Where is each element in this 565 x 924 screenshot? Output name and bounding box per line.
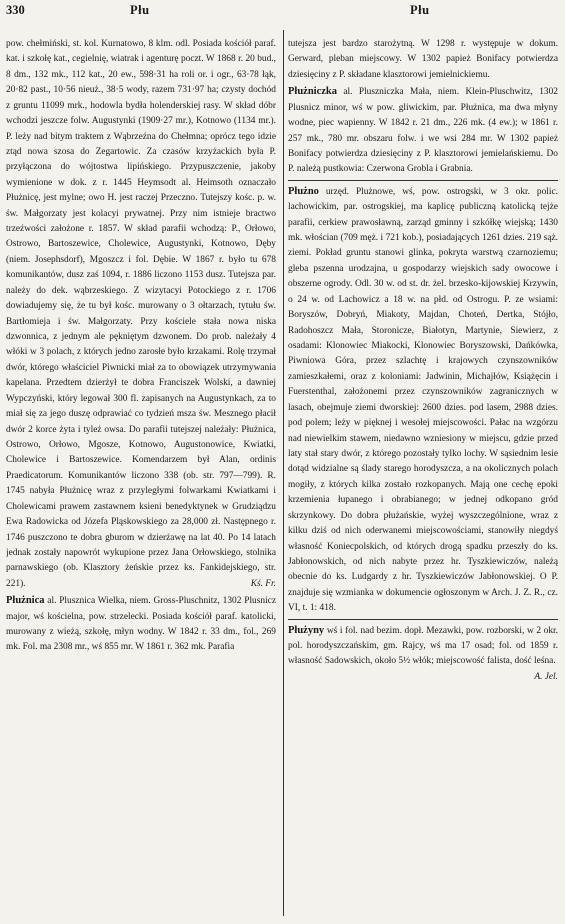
- right-column: [288, 37, 558, 912]
- entry-pluzyny: [288, 623, 558, 682]
- entry-text: wś i fol. nad bezim. dopł. Mezawki, pow. rozborski, w 2 okr. pol. horodyszczańskim, gm. Rajcy, wś ma 17 osad; fol. od 1859 r. własność Sadowskich, około 5½ włók; miejscowość falista, dość leśna.: [288, 625, 558, 667]
- running-head-right: Płu: [410, 3, 430, 17]
- entry-headword: Płużyny: [288, 624, 325, 636]
- entry-text: al. Plusznica Wielka, niem. Gross-Pluschnitz, 1302 Plusnicz major, wś kościelna, pow. strzelecki. Posiada kościół paraf. katolicki, murowany z wieżą, szkołę, młyn wodny. W 1842 r. 33 dm., fol., 269 mk. Fol. ma 2308 mr., wś 855 mr. W 1861 r. 362 mk. Parafia: [6, 596, 276, 653]
- entry-pluznica: [6, 593, 276, 656]
- entry-headword: Płużno: [288, 185, 319, 197]
- entry-author: Kś. Fr.: [250, 578, 276, 589]
- column-divider: [283, 30, 284, 916]
- entry-pluzno: [288, 184, 558, 620]
- entry-text: tutejsza jest bardzo starożytną. W 1298 r. występuje w dokum. Gerward, pleban miejscowy. W 1302 papież Bonifacy potwierdza dziesięciny z P. składane klasztorowi jemielnickiemu.: [288, 39, 558, 80]
- entry-pluzniczka: [288, 84, 558, 181]
- entry-headword: Płużniczka: [288, 86, 337, 98]
- page-header: [0, 0, 565, 22]
- entry-plusnica-continued: [6, 37, 276, 592]
- entry-text: urzęd. Plużnowe, wś, pow. ostrogski, w 3 okr. polic. lachowickim, par. ostrogskiej, ma kaplicę publiczną katolicką tejże parafii, cerkiew prawosławną, zarząd gminny i szkółkę wiejską; 1430 mk. włościan (709 męż. i 721 kob.), posiadających 1261 dzies. 219 sąż. ziemi. Pokład gruntu stanowi glinka, pokryta warstwą czarnoziemu; gleba pszenna urodzajna, u gospodarzy wiejskich sady owocowe i obszerne ogrody. Odl. 30 w. od st. dr. żel. brzesko-kijowskiej Krzywin, o 24 w. od Lachowicz a 18 w. na płd. od Ostrogu. P. ze wsiami: Boryszów, Dobryń, Miakoty, Majdan, Choteń, Dertka, Stójło, Radohoszcz Mała, Storonicze, Białotyn, Martynie, Siewierz, z osadami: Klonowiec Miakocki, Klonowiec Boryszowski, Dańkówka, Piwniowa Góra, przez szlachtę i krajowych czynszowników zamieszkałemi, oraz z koloniami: Jadwinin, Michajłów, Książęcin i Fuerstenthal, założonemi przez czynszowników zagranicznych w lasach, obejmuje ziemi dworskiej: 2600 dzies. pod lasem, 2988 dzies. pod polem; leży w pięknej i wesołej miejscowości. Pałac na wzgórzu nad niewielkim stawem, niedawno wzniesiony w miejscu, gdzie przed laty stał stary dwór, z którego pozostały tylko lochy. W sąsiednim lesie dotąd widzialne są ślady starego horodyszcza, a na okolicznych polach mogiły, z których kilka zostało rozkopanych. Mają one cechę epoki krzemienia łupanego i obrabianego; w jednej odkopano gród skrzynkowy. Do dobra płużańskie, wyżej wyszczególnione, wraz z kilku dziś od nich oderwanemi miejscowościami, stanowiły niegdyś własność Koniecpolskich, od których drogą spadku przeszły do ks. Jabłonowskich, od nich nabyte przez hr. Tyszkiewiczów, należą obecnie do ks. Ludgardy z hr. Tyszkiewiczów Jabłonowskiej. O P. znajduje się wzmianka w dokumencie ogłoszonym w Arch. J. Z. R., cz. VI, t. 1: 418.: [288, 186, 558, 614]
- entry-text: pow. chełmiński, st. kol. Kurnatowo, 8 klm. odl. Posiada kościół paraf. kat. i szkołę kat., cegielnię, wiatrak i agenturę poczt. W 1868 r. 20 bud., 8 dm., 132 mk., 112 kat., 20 ew., 598·31 ha roli or. i ogr., 63·78 łąk, 20·82 past., 10·56 nieuż., 38·5 wody, razem 731·97 ha; czysty dochód z gruntu 11099 mrk., hodowla bydła holenderskiej rasy. W skład dóbr wchodzi jeszcze folw. Augustynki (1909·27 mr.), Kotnowo (1134 mr.). P. leży nad bitym traktem z Wąbrzeźna do Chełmna; oprócz tego idzie ztąd nowa szosa do Zegartowic. Za czasów krzyżackich była P. przyłączona do wójtostwa lipińskiego. Przypuszczenie, jakoby wymienione w dok. z r. 1445 Heymsodt al. Heimsoth oznaczało Płużnicę, jest mylne; owo H. jest raczej Przeczno. Tutejszy kośc. p. w. św. Małgorzaty jest kolacyi prywatnej. Przy nim istnieje bractwo trzeźwości założone r. 1857. W skład parafii wchodzą: P., Orłowo, Ostrowo, Bartoszewice, Cholewice, Augustynki, Kotnowo, Dęby (niem. Josephsdorf), Mgoszcz i fol. Dębie. W 1867 r. było tu 678 komunikantów, dusz zaś 1094, r. 1886 liczono 1153 dusz. Tutejsza par. należy do dek. wąbrzeskiego. Z wizytacyi Potockiego z r. 1706 dowiadujemy się, że tu był kośc. murowany o 3 ołtarzach, tytułu św. Bartłomieja i św. Małgorzaty. Przy kościele stała nowa niska dzwonnica, z jednym ale pękniętym dzwonem. Do prob. należały 4 włóki w 3 polach, z których jedno zarosłe było krzakami. Rolę trzymał dwór, którego właściciel Piwnicki miał za to obowiązek utrzymywania kapelana. Przedtem dzierżył te dobra Franciszek Wolski, a dawniej Wypczyński, który legował 300 fl. zapisanych na Augustynkach, za to miał się za jego duszę odprawiać co tydzień msza św. Mesznego płacił dwór 2 korce żyta i tyleż owsa. Do parafii tutejszej należały: Płużnica, Ostrowo, Orłowo, Mgosze, Kotnowo, Augustonowice, Kwiatki, Cholewice i Bartoszewice. Komendarzem był Alan, ordinis Praedicatorum. Komunikantów liczono 338 (ob. str. 797—799). R. 1745 nabyła Płużnicę wraz z przyległymi folwarkami Kwiatkami i Cholewicami prawem zastawnem ksieni benedyktynek w Grudziądzu Ewa Radowicka od Józefa Pląskowskiego za 28,000 zł. Następnego r. 1746 puszczono te dobra gburom w dzierżawę na lat 40. Po 14 latach jednak zostały napowrót wykupione przez Jana Orłowskiego, stolnika parnawskiego (ob. Klasztory żeńskie przez ks. Fankidejskiego, str. 221).: [6, 39, 276, 589]
- entry-headword: Płużnica: [6, 595, 45, 607]
- entry-text: al. Pluszniczka Mała, niem. Klein-Pluschwitz, 1302 Plusnicz minor, wś w pow. gliwickim, par. Płużnica, ma dwa młyny wodne, piec wapienny. W 1842 r. 21 dm., 226 mk. (4 ew.); w 1861 r. 257 mk., 780 mr. obszaru folw. i we wsi 284 mr. W 1302 papież Bonifacy potwierdza dziesięciny z P. klasztorowi jemielańskiemu. Do P. należą pustkowia: Czerwona Grobla i Grabnia.: [288, 87, 558, 175]
- running-head-left: Płu: [130, 3, 150, 17]
- page-number: 330: [6, 3, 25, 17]
- left-column: [6, 37, 276, 912]
- entry-pluznica-continued: [288, 37, 558, 83]
- entry-author: A. Jel.: [534, 671, 558, 682]
